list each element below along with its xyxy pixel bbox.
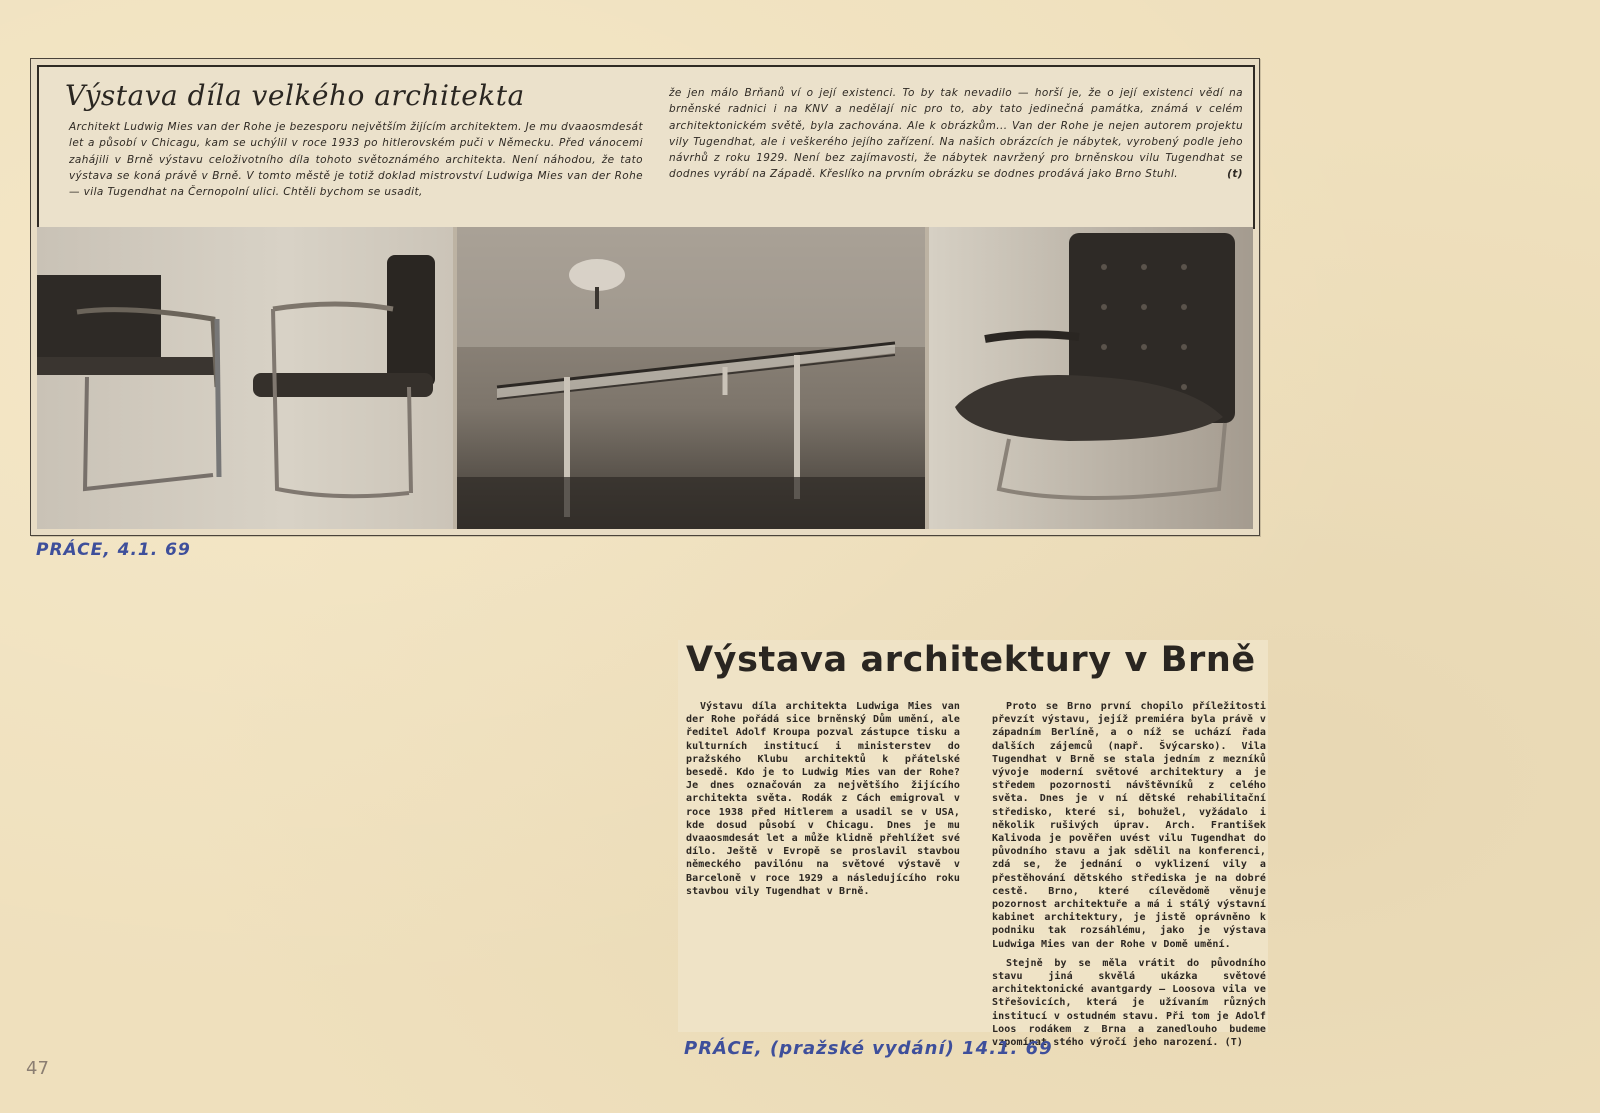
- brno-chairs-image: [37, 227, 453, 529]
- article-1-column-2-text: že jen málo Brňanů ví o její existenci. To by tak nevadilo — horší je, že o její existenci vědí na brněnské radnici i na KNV a nedělají nic pro to, aby tato jedinečná památka, známá v celém architektonickém světě, byla zachována. Ale k obrázkům... Van der Rohe je nejen autorem projektu vily Tugendhat, ale i veškerého jejího zařízení. Na našich obrázcích je nábytek, vyrobený podle jeho návrhů z roku 1929. Není bez zajímavosti, že nábytek navržený pro brněnskou vilu Tugendhat se dodnes vyrábí na Západě. Křeslíko na prvním obrázku se dodnes prodává jako Brno Stuhl.: [669, 87, 1243, 181]
- pencil-page-number: 47: [26, 1058, 49, 1079]
- article-1-signature: (t): [1227, 168, 1243, 181]
- article-2-paragraph-3-text: Stejně by se měla vrátit do původního stavu jiná skvělá ukázka světové architektonické avantgardy — Loosova vila ve Střešovicích, která je užívaním různých institucí v ostudném stavu. Při tom je Adolf Loos rodákem z Brna a zanedlouho budeme vzpomínat stého výročí jeho narození.: [992, 957, 1266, 1049]
- article-2-headline: Výstava architektury v Brně: [686, 640, 1256, 680]
- photo-glass-table: [457, 227, 925, 529]
- article-2-paragraph-2: Proto se Brno první chopilo příležitosti převzít výstavu, jejíž premiéra byla právě v západním Berlíně, a o níž se uchází řada dalších zájemců (např. Švýcarsko). Vila Tugendhat v Brně se stala jedním z mezníků vývoje moderní světové architektury a je středem pozornosti návštěvníků z celého světa. Dnes je v ní dětské rehabilitační středisko, které si, bohužel, vyžádalo i několik rušivých úprav. Arch. František Kalivoda je pověřen uvést vilu Tugendhat do původního stavu a jak sdělil na konferenci, zdá se, že jednání o vyklizení vily a přestěhování dětského střediska je na dobré cestě. Brno, které cílevědomě věnuje pozornost architektuře a má i stálý výstavní kabinet architektury, je jistě oprávněno k podniku tak rozsáhlému, jako je výstava Ludwiga Mies van der Rohe v Domě umění.: [992, 701, 1266, 950]
- photo-brno-chairs: [37, 227, 453, 529]
- article-1-text-box: [37, 65, 1255, 229]
- article-2-paragraph-3: [992, 957, 1266, 1049]
- article-1-column-1: Architekt Ludwig Mies van der Rohe je bezesporu největším žijícím architektem. Je mu dvaaosmdesát let a působí v Chicagu, kam se uchýlil v roce 1933 po hitlerovském puči v Německu. Před vánocemi zahájili v Brně výstavu celoživotního díla tohoto světoznámého architekta. Není náhodou, že tato výstava se koná právě v Brně. V tomto městě je totiž doklad mistrovství Ludwiga Mies van der Rohe — vila Tugendhat na Černopolní ulici. Chtěli bychom se usadit,: [69, 121, 643, 199]
- article-1-source-note: PRÁCE, 4.1. 69: [36, 540, 191, 560]
- article-1-clipping: [30, 58, 1260, 536]
- article-2-source-note: PRÁCE, (pražské vydání) 14.1. 69: [684, 1038, 1053, 1059]
- article-1-column-2: [669, 85, 1243, 183]
- article-1-headline: Výstava díla velkého architekta: [65, 79, 525, 112]
- article-2-signature: (T): [1224, 1037, 1243, 1049]
- article-2-column-2: [992, 700, 1266, 1055]
- article-2-column-1: [686, 700, 960, 904]
- photo-tugendhat-armchair: [929, 227, 1253, 529]
- tugendhat-armchair-image: [929, 227, 1253, 529]
- furniture-photos: [37, 227, 1253, 529]
- article-2-paragraph-1: Výstavu díla architekta Ludwiga Mies van der Rohe pořádá sice brněnský Dům umění, ale ředitel Adolf Kroupa pozval zástupce tisku a kulturních institucí i ministerstev do pražského Klubu architektů k přátelské besedě. Kdo je to Ludwig Mies van der Rohe? Je dnes označován za největšího žijícího architekta světa. Rodák z Cách emigroval v roce 1938 před Hitlerem a usadil se v USA, kde dosud působí v Chicagu. Dnes je mu dvaaosmdesát let a může klidně přehlížet své dílo. Ještě v Evropě se proslavil stavbou německého pavilónu na světové výstavě v Barceloně v roce 1929 a následujícího roku stavbou vily Tugendhat v Brně.: [686, 701, 960, 897]
- glass-table-image: [457, 227, 925, 529]
